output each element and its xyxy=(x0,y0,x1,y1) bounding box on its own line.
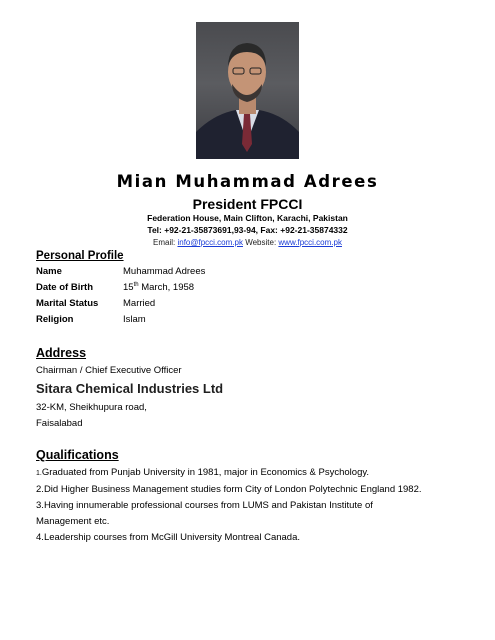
address-heading: Address xyxy=(36,346,87,360)
profile-label: Religion xyxy=(36,314,74,325)
email-label: Email: xyxy=(153,238,178,247)
profile-value: Muhammad Adrees xyxy=(123,266,206,277)
position-title: Chairman / Chief Executive Officer xyxy=(36,365,182,376)
qualification-item: 1.Graduated from Punjab University in 1981, major in Economics & Psychology. xyxy=(36,467,370,478)
phone-fax: Tel: +92-21-35873691,93-94, Fax: +92-21-35874332 xyxy=(147,225,348,235)
personal-profile-heading: Personal Profile xyxy=(36,250,124,262)
website-link[interactable]: www.fpcci.com.pk xyxy=(278,238,342,247)
profile-value: 15th March, 1958 xyxy=(123,282,195,294)
office-address: Federation House, Main Clifton, Karachi, Pakistan xyxy=(147,213,348,223)
qualifications-heading: Qualifications xyxy=(36,448,119,462)
company-name: Sitara Chemical Industries Ltd xyxy=(36,381,224,396)
profile-label: Date of Birth xyxy=(36,282,93,293)
email-link[interactable]: info@fpcci.com.pk xyxy=(177,238,243,247)
qualification-item: Management etc. xyxy=(36,516,110,527)
qualification-item: 3.Having innumerable professional courses from LUMS and Pakistan Institute of xyxy=(36,500,373,511)
profile-label: Marital Status xyxy=(36,298,99,309)
address-line-1: 32-KM, Sheikhupura road, xyxy=(36,402,147,413)
contact-line xyxy=(0,238,495,247)
profile-value: Islam xyxy=(123,314,146,325)
website-label: Website: xyxy=(242,238,279,247)
person-name: Mian Muhammad Adrees xyxy=(116,172,379,191)
address-line-2: Faisalabad xyxy=(36,418,83,429)
profile-photo xyxy=(196,22,299,159)
profile-label: Name xyxy=(36,266,62,277)
qualification-item: 4.Leadership courses from McGill University Montreal Canada. xyxy=(36,532,301,543)
profile-value: Married xyxy=(123,298,156,309)
person-role: President FPCCI xyxy=(192,196,303,212)
qualification-item: 2.Did Higher Business Management studies form City of London Polytechnic England 1982. xyxy=(36,484,422,495)
